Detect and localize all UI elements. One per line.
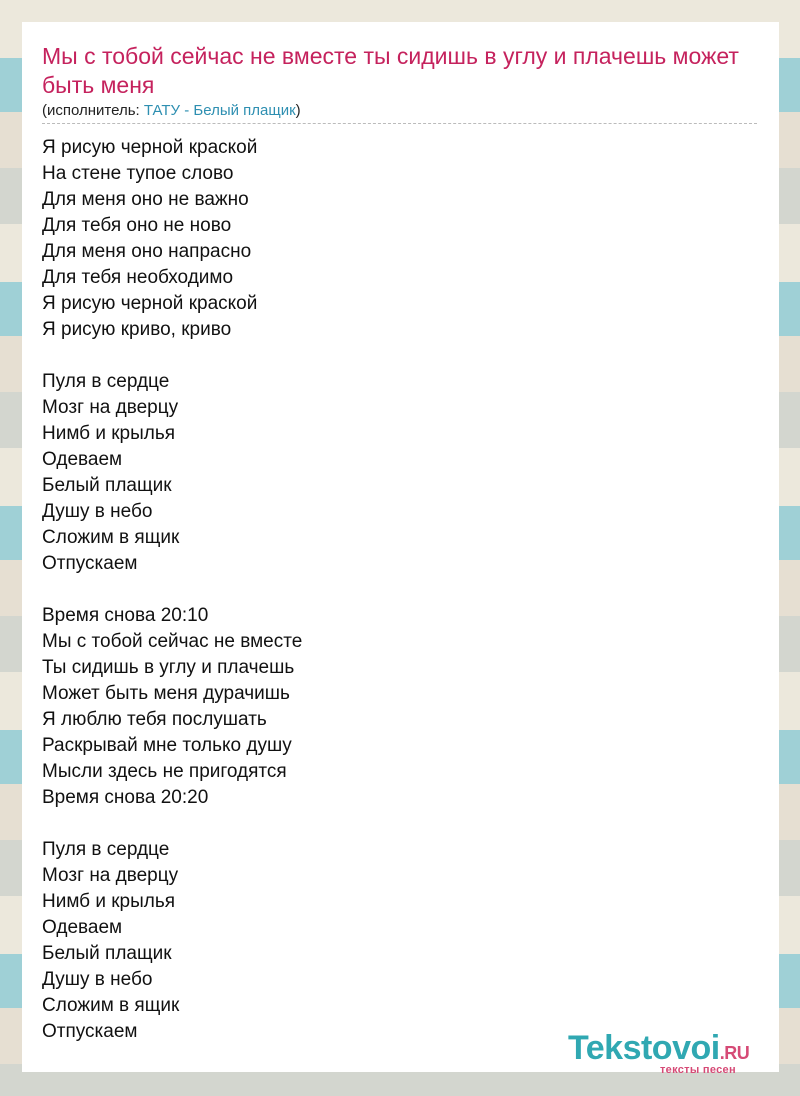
- lyric-line: На стене тупое слово: [42, 163, 234, 184]
- lyric-line: Я люблю тебя послушать: [42, 709, 267, 730]
- lyric-line: Мысли здесь не пригодятся: [42, 761, 287, 782]
- page-title: Мы с тобой сейчас не вместе ты сидишь в углу и плачешь может быть меня: [42, 43, 739, 98]
- lyric-line: Может быть меня дурачишь: [42, 683, 290, 704]
- lyric-line: Я рисую черной краской: [42, 137, 258, 158]
- lyric-line: Я рисую черной краской: [42, 293, 258, 314]
- lyric-line: Время снова 20:10: [42, 605, 209, 626]
- site-logo[interactable]: [568, 1030, 778, 1074]
- lyric-line: Пуля в сердце: [42, 371, 170, 392]
- lyric-line: Пуля в сердце: [42, 839, 170, 860]
- lyric-line: Одеваем: [42, 917, 123, 938]
- lyric-line: Мы с тобой сейчас не вместе: [42, 631, 303, 652]
- lyric-line: Сложим в ящик: [42, 527, 180, 548]
- lyric-line: Для тебя необходимо: [42, 267, 234, 288]
- lyric-line: Душу в небо: [42, 501, 153, 522]
- lyric-line: Для меня оно напрасно: [42, 241, 252, 262]
- lyric-line: Отпускаем: [42, 553, 138, 574]
- divider: [42, 123, 757, 124]
- lyric-line: Нимб и крылья: [42, 891, 176, 912]
- lyric-line: Я рисую криво, криво: [42, 319, 232, 340]
- lyric-line: Сложим в ящик: [42, 995, 180, 1016]
- lyric-line: Ты сидишь в углу и плачешь: [42, 657, 295, 678]
- lyric-line: Раскрывай мне только душу: [42, 735, 292, 756]
- lyric-line: Для меня оно не важно: [42, 189, 249, 210]
- lyric-line: Душу в небо: [42, 969, 153, 990]
- stanza-break: [42, 577, 302, 603]
- logo-tld: .RU: [719, 1043, 750, 1063]
- lyric-line: Мозг на дверцу: [42, 865, 179, 886]
- stanza-break: [42, 811, 302, 837]
- artist-suffix: ): [295, 102, 301, 119]
- logo-tagline: тексты песен: [660, 1064, 736, 1076]
- lyric-line: Белый плащик: [42, 943, 172, 964]
- logo-name: Tekstovoi: [568, 1029, 720, 1067]
- lyric-line: Белый плащик: [42, 475, 172, 496]
- lyric-line: Отпускаем: [42, 1021, 138, 1042]
- lyrics-card: [22, 22, 779, 1076]
- lyric-line: Нимб и крылья: [42, 423, 176, 444]
- artist-link[interactable]: ТАТУ - Белый плащик: [143, 102, 296, 119]
- lyric-line: Одеваем: [42, 449, 123, 470]
- artist-prefix: (исполнитель:: [42, 102, 144, 119]
- lyric-line: Мозг на дверцу: [42, 397, 179, 418]
- stanza-break: [42, 343, 302, 369]
- lyric-line: Время снова 20:20: [42, 787, 209, 808]
- lyrics-text: [42, 135, 302, 1045]
- artist-line: [42, 102, 301, 119]
- lyric-line: Для тебя оно не ново: [42, 215, 232, 236]
